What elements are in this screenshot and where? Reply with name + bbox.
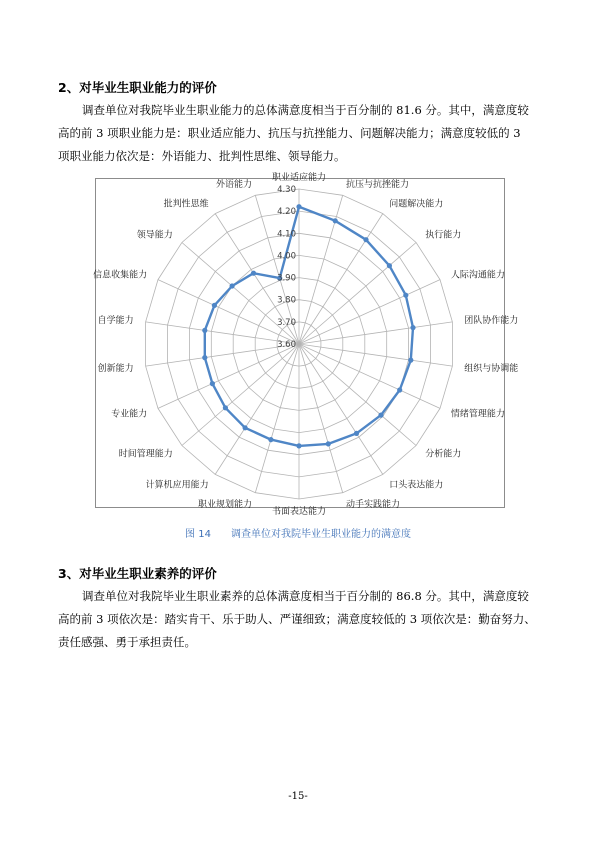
radar-tick-label: 3.60 [277,340,296,350]
radar-category-label: 计算机应用能力 [145,480,209,491]
radar-chart-frame [93,173,519,517]
radar-spoke [146,344,299,366]
section2-paragraph [58,99,548,168]
radar-spoke [299,195,343,344]
radar-category-label: 信息收集能力 [93,270,148,281]
radar-data-point [378,413,383,418]
radar-tick-label: 4.00 [277,251,296,262]
radar-category-label: 口头表达能力 [389,480,444,491]
radar-tick-label: 4.10 [277,229,296,240]
section3-line-3: 责任感强、勇于承担责任。 [58,635,196,649]
radar-data-point [387,263,392,268]
radar-spoke [299,344,452,366]
radar-data-point [243,425,248,430]
radar-data-point [363,237,368,242]
section2-heading: 2、对毕业生职业能力的评价 [58,80,217,95]
radar-category-label: 组织与协调能 [464,363,519,374]
radar-category-label: 团队协作能力 [464,316,519,327]
radar-data-point [251,271,256,276]
radar-tick-label: 3.80 [277,295,296,306]
radar-category-label: 创新能力 [97,363,134,374]
radar-category-label: 情绪管理能力 [450,409,505,420]
radar-category-label: 执行能力 [425,230,462,241]
radar-data-point [230,283,235,288]
radar-data-point [223,405,228,410]
radar-data-point [333,218,338,223]
radar-category-label: 职业规划能力 [197,500,252,511]
radar-labels [93,171,518,517]
radar-data-point [202,328,207,333]
section3-paragraph [58,585,548,654]
radar-category-label: 动手实践能力 [346,500,401,511]
radar-grid [146,189,453,499]
section2-line-3: 项职业能力依次是：外语能力、批判性思维、领导能力。 [58,149,346,163]
radar-data-point [410,325,415,330]
radar-tick-label: 3.70 [277,317,296,328]
figure-caption-label: 图 14 [185,529,211,540]
radar-data-point [296,204,301,209]
radar-spoke [255,344,299,493]
figure-caption-text: 调查单位对我院毕业生职业能力的满意度 [230,529,411,540]
radar-data-point [202,355,207,360]
section3-line-2: 高的前 3 项依次是：踏实肯干、乐于助人、严谨细致；满意度较低的 3 项依次是：勤奋努力、 [58,612,536,626]
radar-category-label: 人际沟通能力 [450,270,505,281]
section3-line-1: 调查单位对我院毕业生职业素养的总体满意度相当于百分制的 86.8 分。其中，满意度较 [82,589,529,603]
radar-data-point [403,293,408,298]
radar-data-point [212,303,217,308]
radar-data-point [354,431,359,436]
radar-spoke [146,322,299,344]
radar-category-label: 职业适应能力 [271,173,327,183]
figure-caption [0,525,596,540]
radar-category-label: 自学能力 [97,316,134,327]
radar-tick-label: 4.20 [277,207,296,218]
radar-category-label: 批判性思维 [163,199,209,210]
radar-category-label: 问题解决能力 [389,199,444,210]
radar-data-point [210,381,215,386]
radar-data-point [326,441,331,446]
radar-tick-label: 4.30 [277,185,296,195]
section3-heading: 3、对毕业生职业素养的评价 [58,566,217,581]
radar-chart [93,173,519,517]
radar-category-label: 分析能力 [425,449,462,460]
section2-line-2: 高的前 3 项职业能力是：职业适应能力、抗压与抗挫能力、问题解决能力；满意度较低的 3 [58,126,521,140]
radar-category-label: 领导能力 [136,230,173,241]
radar-spoke [299,344,343,493]
section2-line-1: 调查单位对我院毕业生职业能力的总体满意度相当于百分制的 81.6 分。其中，满意度较 [82,103,529,117]
radar-data-point [296,443,301,448]
radar-category-label: 时间管理能力 [118,449,173,460]
radar-category-label: 抗压与抗挫能力 [346,179,410,190]
radar-series [202,204,415,448]
radar-category-label: 专业能力 [111,409,148,420]
radar-category-label: 书面表达能力 [271,507,327,517]
radar-data-point [408,358,413,363]
radar-tick-label: 3.90 [277,273,296,284]
radar-spoke [299,322,452,344]
radar-data-point [397,387,402,392]
radar-data-point [268,437,273,442]
page-number: -15- [288,791,308,802]
radar-category-label: 外语能力 [215,179,252,190]
